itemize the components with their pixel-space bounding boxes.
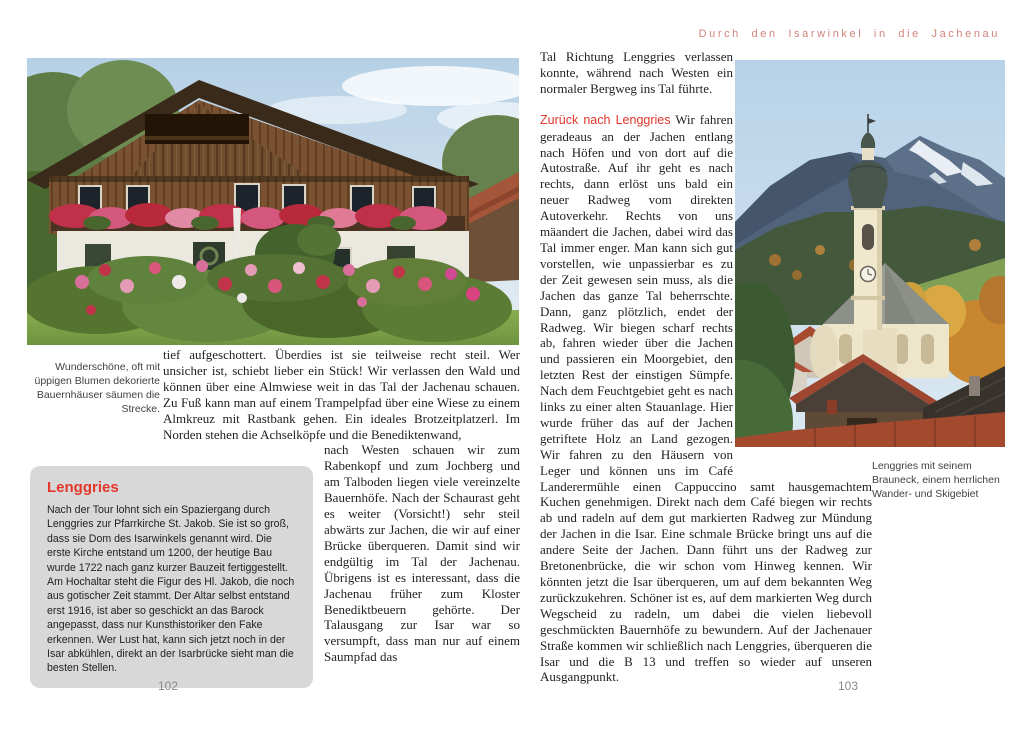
church-photo-spacer [733,49,872,463]
right-page-body [540,49,872,685]
info-box-lenggries [30,466,313,688]
page-number-right: 103 [837,679,859,693]
left-body-top: tief aufgeschottert. Überdies ist sie teilweise recht steil. Wer unsicher ist, schiebt lieber ein Stück! Wir verlassen den Wald und können über eine Almwiese weit in das Tal der Jachenau schauen. Zu Fuß kann man auf einem Trampelpfad über eine Wiese zu einem Almkreuz mit Rastbank gehen. Ein ideales Brotzeitplatzerl. Im Norden stehen die Achselköpfe und die Benediktenwand, [163,347,520,442]
right-body-intro: Tal Richtung Lenggries verlassen konnte, während nach Westen ein normaler Bergweg ins Tal führte. [540,49,733,96]
running-title: Durch den Isarwinkel in die Jachenau [698,28,1000,40]
farmhouse-photo [27,58,519,345]
farmhouse-photo-caption: Wunderschöne, oft mit üppigen Blumen dekorierte Bauernhäuser säumen die Strecke. [34,361,160,415]
info-box-text: Nach der Tour lohnt sich ein Spaziergang durch Lenggries zur Pfarrkirche St. Jakob. Sie ist so groß, dass sie Dom des Isarwinkels genannt wird. Die erste Kirche entstand um 1200, der heutige Bau wurde 1722 nach ganz kurzer Bauzeit fertiggestellt. Am Hochaltar steht die Figur des Hl. Jakob, die noch aus gotischer Zeit stammt. Der Altar selbst entstand erst 1916, ist aber so geschickt an das Barock angepasst, dass nur Kunsthistoriker den Fake erkennen. Wer Lust hat, kann sich jetzt noch in der Isar abkühlen, direkt an der Isarbrücke sieht man die besten Stellen. [47,504,295,675]
lead-in-zurueck-nach-lenggries: Zurück nach Lenggries [540,112,671,127]
right-body-column: Wir fahren geradeaus an der Jachen entlang nach Höfen und von dort auf die Autostraße. Auf ihr geht es nach rechts, dann erlöst uns bald ein neuer Radweg vom direkten Autoverkehr. Rechts von uns mäandert die Jachen, dabei wird das Tal immer enger. Man kann sich gut vorstellen, wie unpassierbar es zu der Zeit gewesen sein muss, als die Jachen das ganze Tal beherrschte. Dann, ganz plötzlich, endet der Radweg. Wir biegen scharf rechts ab, fahren wieder über die Jachen und passieren ein Moorgebiet, den letzten Rest der einstigen Sümpfe. Nach dem Feuchtgebiet geht es nach links zu einer alten Stauanlage. Hier wurde früher das [540,111,733,430]
farmhouse-photo-art [27,58,519,345]
church-photo-caption: Lenggries mit seinem Brauneck, einem herrlichen Wander- und Skigebiet [872,460,1000,500]
left-body-column: nach Westen schauen wir zum Rabenkopf und zum Jochberg und am Talboden liegen viele vereinzelte Bauernhöfe. Nach der Schaurast geht es weiter (Vorsicht!) sehr steil abwärts zur Jachen, die wir auf einer Brücke überqueren. Damit sind wir endgültig im Tal der Jachenau. Übrigens ist es interessant, dass die Jachenau früher zum Kloster Benediktbeuern gehörte. Der Talausgang zur Isar war so versumpft, dass man nur auf einem Saumpfad das [324,442,520,665]
info-box-title: Lenggries [47,479,119,496]
right-body-wide: auf der Jachen getriftete Holz an Land gezogen. Wir fahren zu den Häusern von Leger und können uns im Café Landerermühle einen Cappuccino samt hausgemachtem Kuchen genehmigen. Direkt nach dem Café biegen wir rechts ab und radeln auf dem gut markierten Radweg zur Mündung der Jachen in die Isar. Eine schmale Brücke bringt uns auf die andere Seite der Jachen. Dann führt uns der Radweg zur Bretonenbrücke, die wir schon vom Hinweg kennen. Wir könnten jetzt die Isar überqueren, um auf dem bekannten Weg zurückzukehren. Schöner ist es, auf dem markierten Weg durch Wegscheid zu radeln, um dabei die vielen liebevoll geschmückten Bauernhöfe zu bewundern. Auf der Jachenauer Straße kommen wir schließlich nach Lenggries, überqueren die Isar und die B 13 und treffen so wieder auf unseren Ausgangpunkt. [540,414,872,685]
page-number-left: 102 [157,679,179,693]
